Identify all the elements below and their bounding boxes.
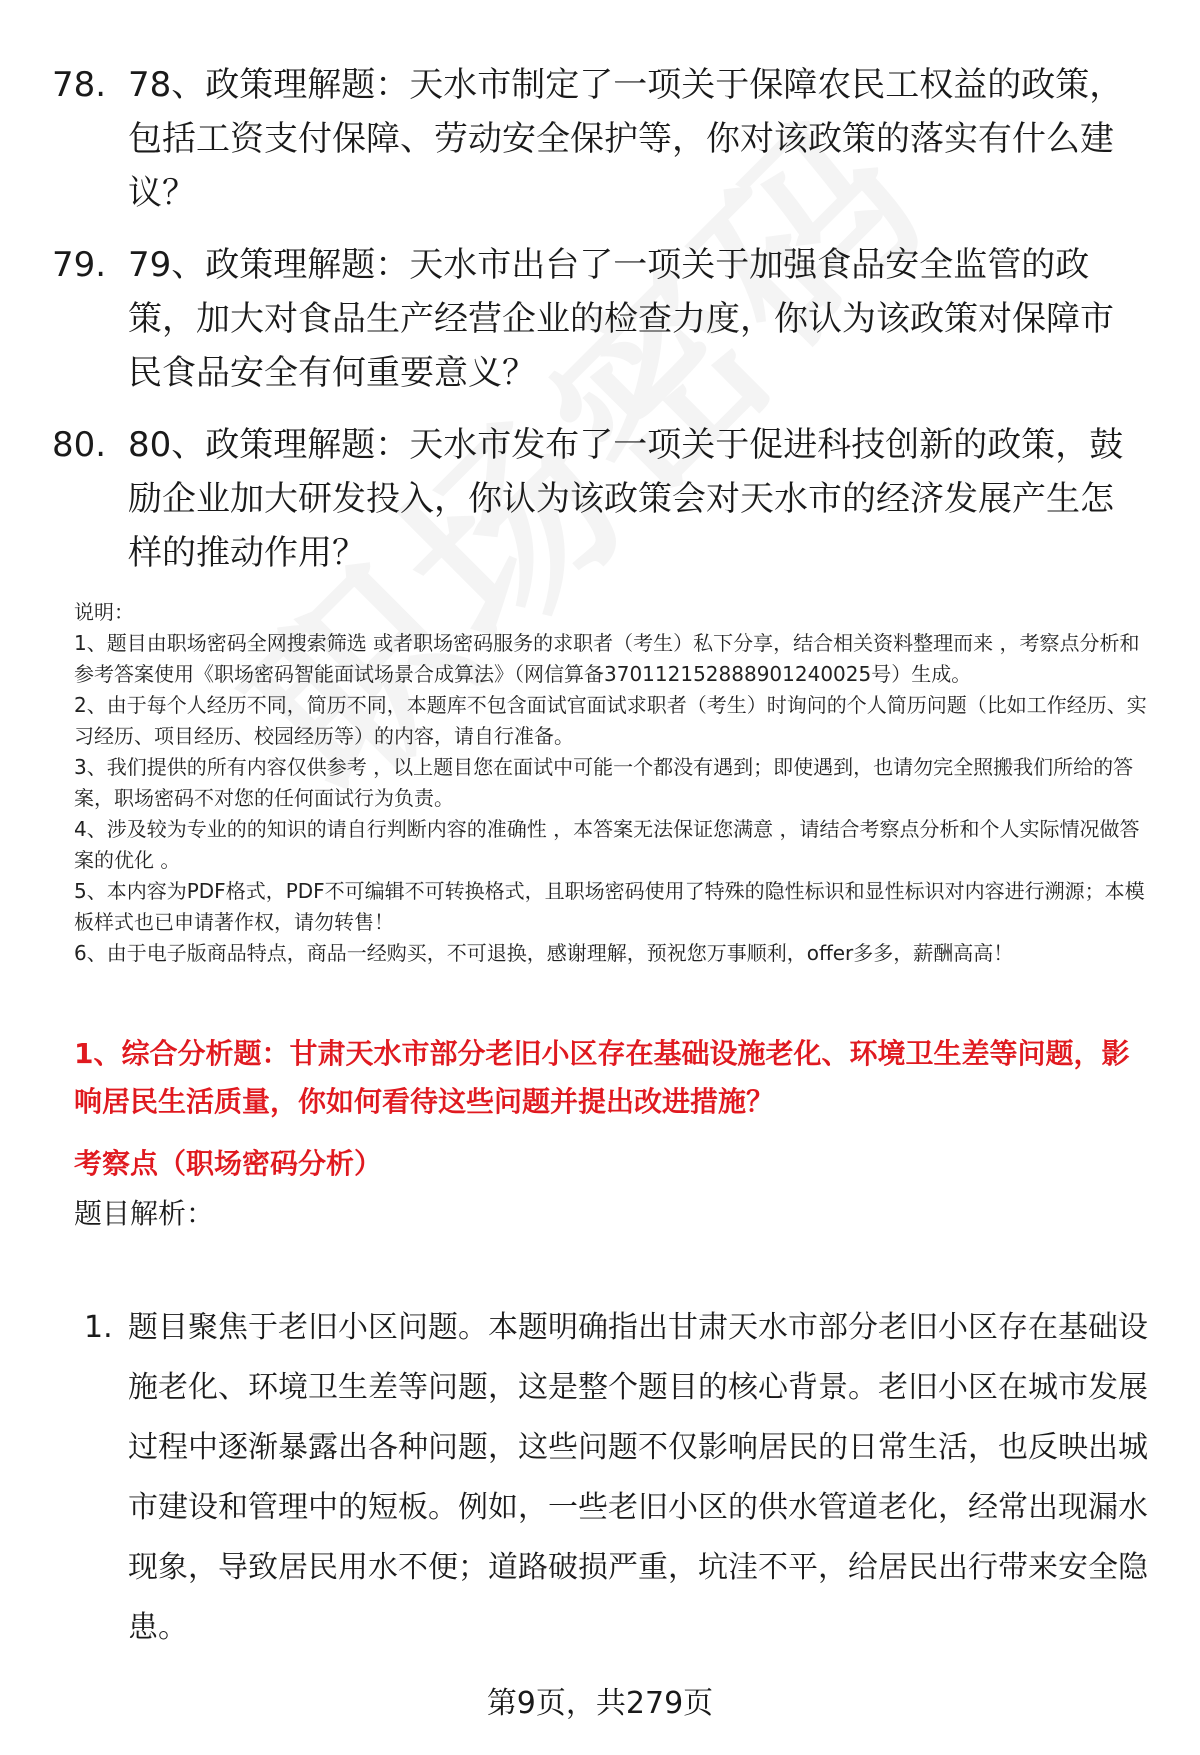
note-item: 4、涉及较为专业的的知识的请自行判断内容的准确性 ，本答案无法保证您满意 ，请结合考察点分析和个人实际情况做答案的优化 。	[74, 817, 1140, 872]
question-number: 78.	[52, 65, 107, 105]
analysis-label: 题目解析：	[74, 1197, 215, 1230]
analysis-point	[84, 1298, 1164, 1658]
question-number: 79.	[52, 245, 107, 285]
question-number: 80.	[52, 425, 107, 465]
main-question-heading: 1、综合分析题：甘肃天水市部分老旧小区存在基础设施老化、环境卫生差等问题，影响居民生活质量，你如何看待这些问题并提出改进措施？	[74, 1037, 1130, 1118]
disclaimer-notes	[74, 597, 1154, 969]
question-item	[52, 418, 1152, 580]
note-item: 5、本内容为PDF格式，PDF不可编辑不可转换格式，且职场密码使用了特殊的隐性标识和显性标识对内容进行溯源；本模板样式也已申请著作权，请勿转售！	[74, 879, 1145, 934]
question-item	[52, 58, 1152, 220]
note-item: 3、我们提供的所有内容仅供参考 ，以上题目您在面试中可能一个都没有遇到；即使遇到，也请勿完全照搬我们所给的答案，职场密码不对您的任何面试行为负责。	[74, 755, 1134, 810]
exam-point-heading: 考察点（职场密码分析）	[74, 1147, 383, 1180]
note-item: 6、由于电子版商品特点，商品一经购买，不可退换，感谢理解，预祝您万事顺利，offer多多，薪酬高高！	[74, 941, 1014, 965]
point-number: 1.	[84, 1310, 113, 1345]
note-item: 2、由于每个人经历不同，简历不同，本题库不包含面试官面试求职者（考生）时询问的个人简历问题（比如工作经历、实习经历、项目经历、校园经历等）的内容，请自行准备。	[74, 693, 1147, 748]
notes-title: 说明：	[74, 600, 134, 624]
question-text: 80、政策理解题：天水市发布了一项关于促进科技创新的政策，鼓励企业加大研发投入，你认为该政策会对天水市的经济发展产生怎样的推动作用？	[128, 425, 1124, 573]
page-footer: 第9页，共279页	[486, 1686, 714, 1721]
point-text: 题目聚焦于老旧小区问题。本题明确指出甘肃天水市部分老旧小区存在基础设施老化、环境卫生差等问题，这是整个题目的核心背景。老旧小区在城市发展过程中逐渐暴露出各种问题，这些问题不仅影响居民的日常生活，也反映出城市建设和管理中的短板。例如，一些老旧小区的供水管道老化，经常出现漏水现象，导致居民用水不便；道路破损严重，坑洼不平，给居民出行带来安全隐患。	[128, 1310, 1148, 1645]
question-list	[52, 58, 1152, 598]
question-text: 78、政策理解题：天水市制定了一项关于保障农民工权益的政策，包括工资支付保障、劳动安全保护等，你对该政策的落实有什么建议？	[128, 65, 1124, 213]
question-item	[52, 238, 1152, 400]
question-text: 79、政策理解题：天水市出台了一项关于加强食品安全监管的政策，加大对食品生产经营企业的检查力度，你认为该政策对保障市民食品安全有何重要意义？	[128, 245, 1114, 393]
note-item: 1、题目由职场密码全网搜索筛选 或者职场密码服务的求职者（考生）私下分享，结合相关资料整理而来 ，考察点分析和参考答案使用《职场密码智能面试场景合成算法》（网信算备370112152888901240025号）生成。	[74, 631, 1140, 686]
